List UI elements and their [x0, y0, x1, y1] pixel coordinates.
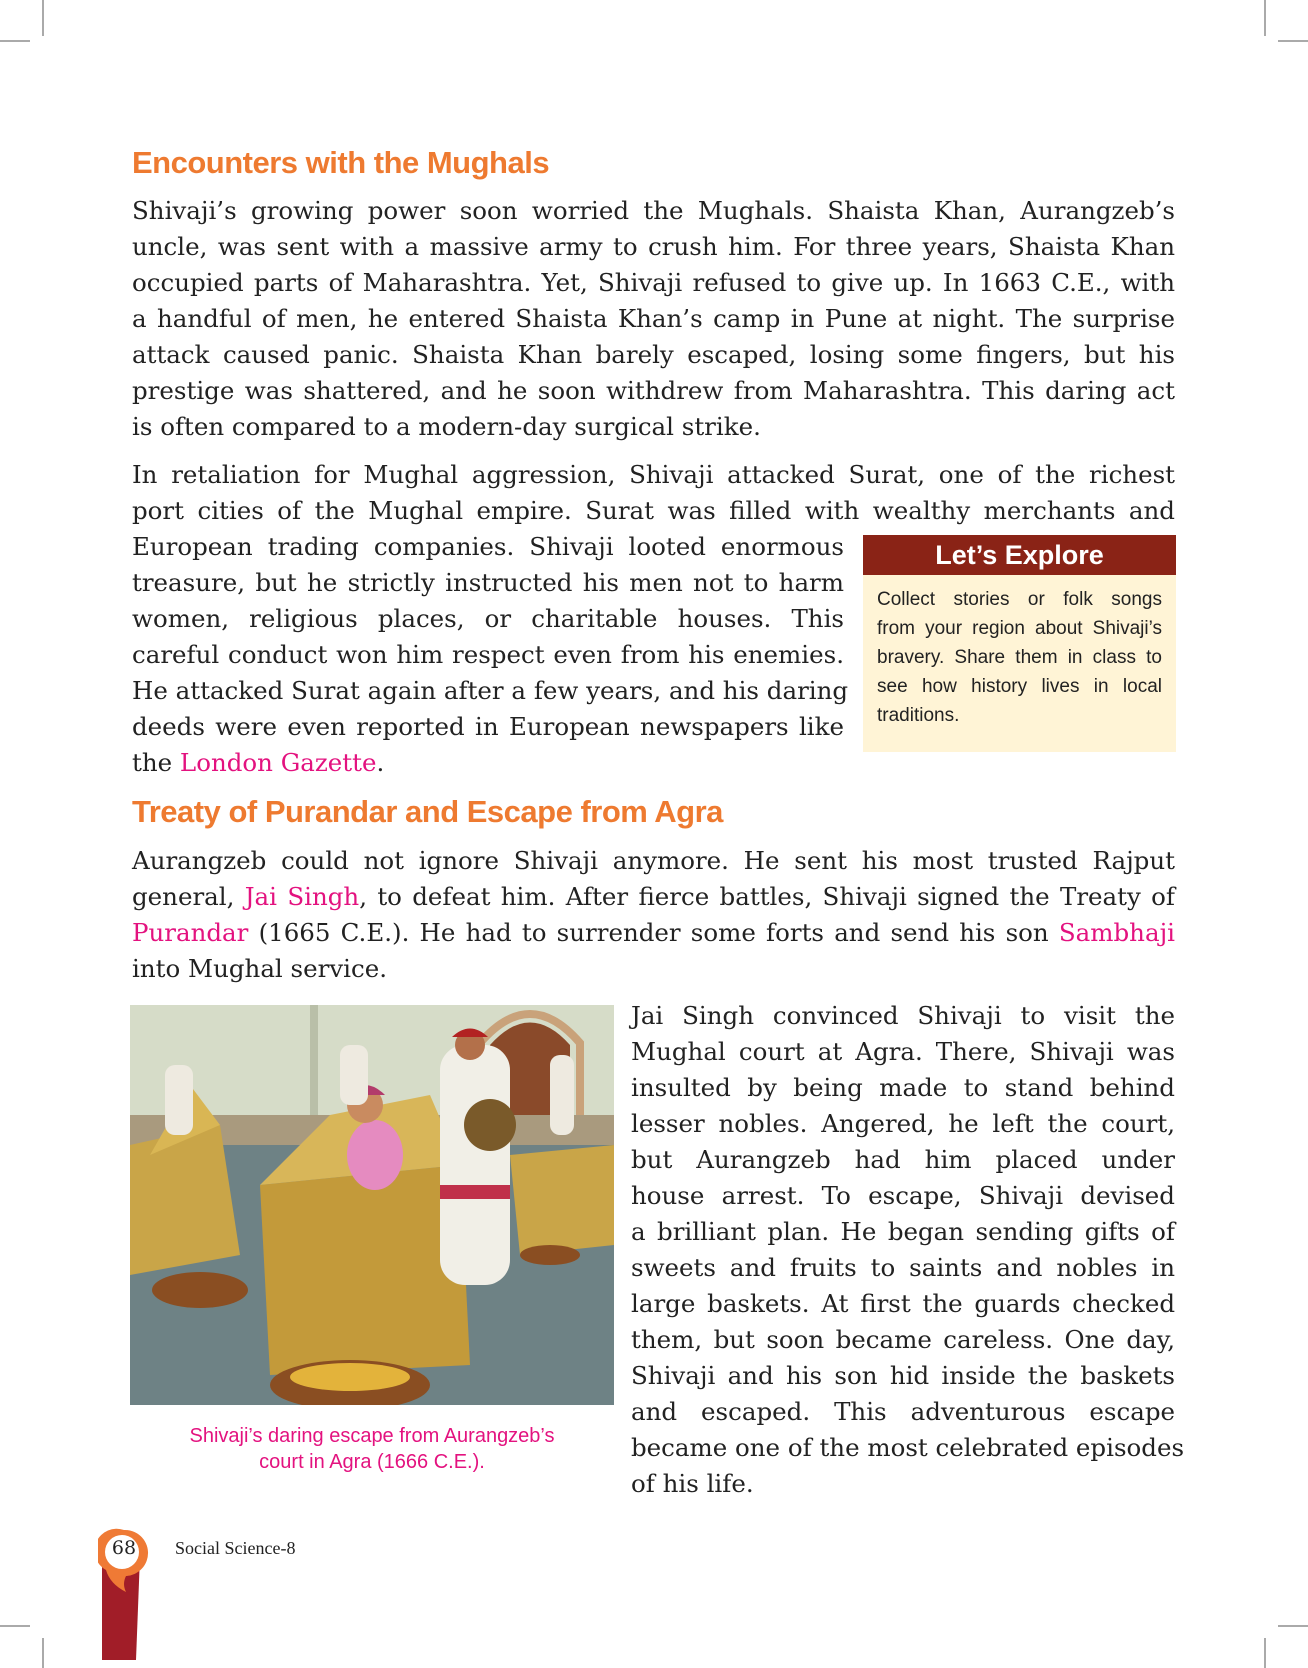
paragraph [132, 193, 1175, 445]
illustration-shivaji-escape [130, 1005, 614, 1405]
text: the [132, 748, 180, 777]
page-number: 68 [111, 1537, 137, 1559]
text-line: women, religious places, or charitable houses. This [132, 604, 844, 633]
text-line: Mughal court at Agra. There, Shivaji was [631, 1037, 1175, 1066]
text: general, [132, 882, 245, 911]
text-line [132, 915, 1175, 951]
caption-line: Shivaji’s daring escape from Aurangzeb’s [189, 1425, 555, 1447]
text-line: attack caused panic. Shaista Khan barely escaped, losing some fingers, but his [132, 340, 1175, 369]
box-line: traditions. [877, 705, 960, 726]
text-line: of his life. [631, 1469, 754, 1498]
text-line: Shivaji’s growing power soon worried the Mughals. Shaista Khan, Aurangzeb’s [132, 196, 1175, 225]
paragraph [631, 998, 1185, 1502]
crop-mark [1278, 1625, 1308, 1627]
text-line: deeds were even reported in European newspapers like [132, 712, 844, 741]
text-line: European trading companies. Shivaji looted enormous [132, 532, 844, 561]
text-line [132, 879, 1175, 915]
paragraph [132, 843, 1175, 987]
text-line: port cities of the Mughal empire. Surat was filled with wealthy merchants and [132, 496, 1175, 525]
figure-caption [130, 1423, 614, 1475]
box-line: bravery. Share them in class to [877, 647, 1162, 668]
text-line: treasure, but he strictly instructed his men not to harm [132, 568, 844, 597]
text-line: Aurangzeb could not ignore Shivaji anymore. He sent his most trusted Rajput [132, 846, 1175, 875]
link-london-gazette[interactable]: London Gazette [179, 748, 377, 777]
crop-mark [1264, 0, 1266, 36]
text-line: into Mughal service. [132, 954, 388, 983]
text-line: and escaped. This adventurous escape [631, 1397, 1175, 1426]
crop-mark [0, 1625, 30, 1627]
text: (1665 C.E.). He had to surrender some forts and send his son [248, 918, 1059, 947]
box-line: from your region about Shivaji’s [877, 618, 1162, 639]
paragraph [132, 457, 1175, 529]
crop-mark [1278, 40, 1308, 42]
text-line: became one of the most celebrated episodes [631, 1433, 1185, 1462]
text-line: a handful of men, he entered Shaista Khan’s camp in Pune at night. The surprise [132, 304, 1175, 333]
section-heading: Encounters with the Mughals [132, 145, 550, 180]
text-line: lesser nobles. Angered, he left the court, [631, 1109, 1175, 1138]
lets-explore-box [863, 535, 1176, 752]
text-line: is often compared to a modern-day surgical strike. [132, 412, 761, 441]
text-line: careful conduct won him respect even from his enemies. [132, 640, 844, 669]
crop-mark [42, 1638, 44, 1668]
text: . [376, 748, 385, 777]
box-title: Let’s Explore [863, 535, 1176, 575]
text-line: them, but soon became careless. One day, [631, 1325, 1175, 1354]
text-line [132, 745, 844, 781]
text-line: a brilliant plan. He began sending gifts of [631, 1217, 1175, 1246]
text-line: large baskets. At first the guards checked [631, 1289, 1175, 1318]
link-sambhaji[interactable]: Sambhaji [1058, 918, 1175, 947]
caption-line: court in Agra (1666 C.E.). [259, 1451, 485, 1473]
text-line: insulted by being made to stand behind [631, 1073, 1175, 1102]
text-line: prestige was shattered, and he soon withdrew from Maharashtra. This daring act [132, 376, 1175, 405]
text-line: but Aurangzeb had him placed under [631, 1145, 1175, 1174]
link-jai-singh[interactable]: Jai Singh [244, 882, 360, 911]
crop-mark [42, 0, 44, 36]
crop-mark [0, 40, 30, 42]
text-line: Jai Singh convinced Shivaji to visit the [631, 1001, 1175, 1030]
text-line: house arrest. To escape, Shivaji devised [631, 1181, 1175, 1210]
text-line: He attacked Surat again after a few years, and his daring [132, 676, 849, 705]
text-line: uncle, was sent with a massive army to crush him. For three years, Shaista Khan [132, 232, 1175, 261]
box-line: Collect stories or folk songs [877, 589, 1162, 610]
box-line: see how history lives in local [877, 676, 1162, 697]
paragraph-narrow [132, 529, 849, 781]
book-title: Social Science-8 [175, 1538, 296, 1558]
text: , to defeat him. After fierce battles, Shivaji signed the Treaty of [359, 882, 1175, 911]
text-line: In retaliation for Mughal aggression, Shivaji attacked Surat, one of the richest [132, 460, 1175, 489]
link-purandar[interactable]: Purandar [132, 918, 249, 947]
text-line: Shivaji and his son hid inside the baskets [631, 1361, 1175, 1390]
text-line: sweets and fruits to saints and nobles in [631, 1253, 1175, 1282]
crop-mark [1264, 1638, 1266, 1668]
text-line: occupied parts of Maharashtra. Yet, Shivaji refused to give up. In 1663 C.E., with [132, 268, 1175, 297]
section-heading: Treaty of Purandar and Escape from Agra [132, 794, 723, 829]
